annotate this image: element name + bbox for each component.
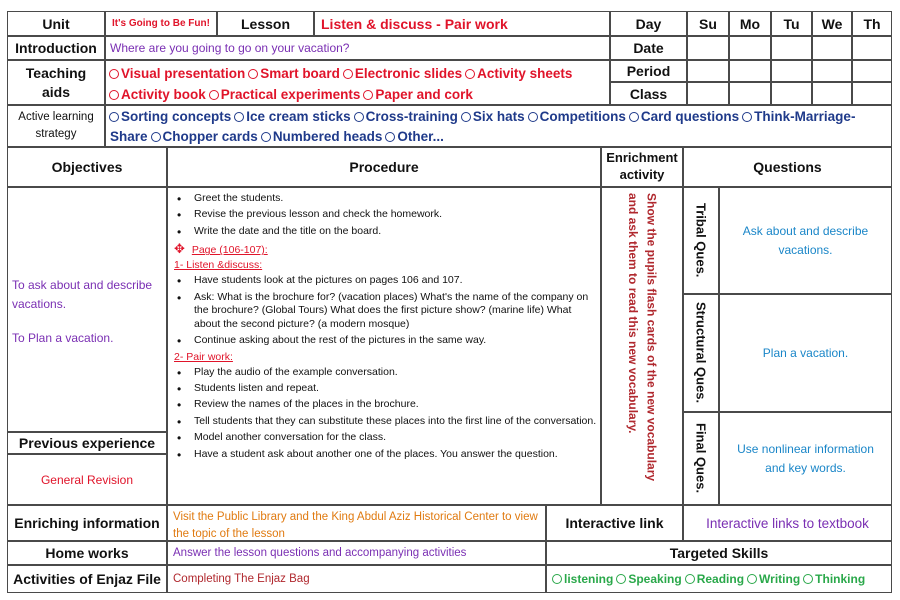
teaching-aids-label bbox=[7, 60, 105, 105]
strategy-option[interactable]: Chopper cards bbox=[148, 129, 258, 144]
aid-option[interactable]: Paper and cork bbox=[360, 87, 473, 102]
date-su bbox=[687, 36, 729, 60]
introduction-label: Introduction bbox=[7, 36, 105, 60]
day-su: Su bbox=[687, 11, 729, 36]
enrichment-header-line2: activity bbox=[619, 167, 665, 182]
radio-circle-icon bbox=[109, 69, 119, 79]
section2-heading: 2- Pair work: bbox=[174, 350, 233, 363]
skill-option[interactable]: listening bbox=[549, 572, 613, 586]
tribal-ques-label: Tribal Ques. bbox=[693, 203, 709, 278]
radio-circle-icon bbox=[248, 69, 258, 79]
skill-option[interactable]: Writing bbox=[744, 572, 800, 586]
radio-circle-icon bbox=[363, 90, 373, 100]
day-we: We bbox=[812, 11, 852, 36]
objective-2: To Plan a vacation. bbox=[12, 331, 114, 346]
day-mo: Mo bbox=[729, 11, 771, 36]
radio-circle-icon bbox=[747, 574, 757, 584]
procedure-item: • Tell students that they can substitute these places into the first line of the conversation. bbox=[168, 415, 598, 428]
procedure-item: • Students listen and repeat. bbox=[168, 382, 598, 395]
structural-ques-label: Structural Ques. bbox=[693, 302, 709, 404]
strategy-share-text: Share bbox=[110, 129, 148, 144]
procedure-item: • Review the names of the places in the brochure. bbox=[168, 398, 598, 411]
radio-circle-icon bbox=[354, 112, 364, 122]
structural-ques-label-cell bbox=[683, 294, 719, 412]
objective-1: To ask about and describe vacations. bbox=[12, 278, 153, 311]
radio-circle-icon bbox=[109, 90, 119, 100]
class-tu bbox=[771, 82, 812, 105]
aid-option[interactable]: Activity sheets bbox=[462, 66, 572, 81]
radio-circle-icon bbox=[616, 574, 626, 584]
targeted-skills-label: Targeted Skills bbox=[546, 541, 892, 565]
strategy-option[interactable]: Cross-training bbox=[351, 109, 458, 124]
procedure-item: • Have a student ask about another one of the places. You answer the question. bbox=[168, 448, 598, 461]
radio-circle-icon bbox=[261, 132, 271, 142]
procedure-item: • Play the audio of the example conversation. bbox=[168, 366, 598, 379]
procedure-item: • Greet the students. bbox=[168, 192, 598, 205]
lesson-label: Lesson bbox=[217, 11, 314, 36]
enriching-information-label: Enriching information bbox=[7, 505, 167, 541]
radio-circle-icon bbox=[385, 132, 395, 142]
aid-option[interactable]: Smart board bbox=[245, 66, 340, 81]
procedure-header: Procedure bbox=[167, 147, 601, 187]
section1-heading: 1- Listen &discuss: bbox=[174, 259, 263, 272]
strategy-option[interactable]: Think-Marriage- bbox=[739, 109, 855, 124]
aid-option[interactable]: Electronic slides bbox=[340, 66, 462, 81]
radio-circle-icon bbox=[209, 90, 219, 100]
radio-circle-icon bbox=[109, 112, 119, 122]
radio-circle-icon bbox=[685, 574, 695, 584]
introduction-text: Where are you going to go on your vacation? bbox=[105, 36, 610, 60]
radio-circle-icon bbox=[629, 112, 639, 122]
teaching-aids-options bbox=[105, 60, 610, 105]
active-learning-label-line2: strategy bbox=[35, 128, 77, 140]
period-su bbox=[687, 60, 729, 82]
radio-circle-icon bbox=[465, 69, 475, 79]
class-su bbox=[687, 82, 729, 105]
strategy-option[interactable]: Six hats bbox=[458, 109, 525, 124]
strategy-option[interactable]: Numbered heads bbox=[258, 129, 383, 144]
final-ques-label-cell bbox=[683, 412, 719, 505]
skill-option[interactable]: Thinking bbox=[800, 572, 865, 586]
period-tu bbox=[771, 60, 812, 82]
section1-list bbox=[168, 274, 598, 347]
procedure-item: • Revise the previous lesson and check the homework. bbox=[168, 208, 598, 221]
class-th bbox=[852, 82, 892, 105]
aid-option[interactable]: Practical experiments bbox=[206, 87, 361, 102]
final-ques-text: Use nonlinear information and key words. bbox=[719, 412, 892, 505]
aid-option[interactable]: Activity book bbox=[106, 87, 206, 102]
radio-circle-icon bbox=[528, 112, 538, 122]
procedure-item: • Have students look at the pictures on pages 106 and 107. bbox=[168, 274, 598, 287]
home-works-label: Home works bbox=[7, 541, 167, 565]
enjaz-label: Activities of Enjaz File bbox=[7, 565, 167, 593]
teaching-aids-row2 bbox=[106, 84, 609, 105]
class-we bbox=[812, 82, 852, 105]
procedure-content bbox=[167, 187, 601, 505]
flower-icon: ✥ bbox=[174, 241, 185, 257]
date-th bbox=[852, 36, 892, 60]
strategy-option[interactable]: Competitions bbox=[525, 109, 626, 124]
tribal-ques-label-cell bbox=[683, 187, 719, 294]
skill-option[interactable]: Speaking bbox=[613, 572, 681, 586]
enrichment-content bbox=[601, 187, 683, 505]
radio-circle-icon bbox=[234, 112, 244, 122]
enrichment-header bbox=[601, 147, 683, 187]
lesson-plan-sheet bbox=[7, 11, 892, 593]
final-ques-label: Final Ques. bbox=[693, 423, 709, 494]
radio-circle-icon bbox=[151, 132, 161, 142]
class-label: Class bbox=[610, 82, 687, 105]
period-label: Period bbox=[610, 60, 687, 82]
active-learning-label-line1: Active learning bbox=[18, 110, 94, 123]
objectives-content bbox=[7, 187, 167, 432]
day-th: Th bbox=[852, 11, 892, 36]
teaching-aids-label-line1: Teaching bbox=[25, 65, 87, 82]
active-learning-row1 bbox=[106, 107, 891, 127]
active-learning-row2 bbox=[106, 127, 891, 147]
unit-label: Unit bbox=[7, 11, 105, 36]
teaching-aids-row1 bbox=[106, 63, 609, 84]
page-heading bbox=[168, 241, 598, 257]
procedure-item: • Ask: What is the brochure for? (vacation places) What's the name of the company on the brochure? (Global Tours) What does the first picture show? (marine life) What about the second picture? (a modern mosque) bbox=[168, 291, 598, 331]
day-tu: Tu bbox=[771, 11, 812, 36]
radio-circle-icon bbox=[343, 69, 353, 79]
interactive-link-value[interactable]: Interactive links to textbook bbox=[683, 505, 892, 541]
strategy-option[interactable]: Card questions bbox=[626, 109, 739, 124]
questions-header: Questions bbox=[683, 147, 892, 187]
previous-experience-value: General Revision bbox=[7, 454, 167, 505]
page-heading-text: Page (106-107): bbox=[191, 244, 268, 257]
class-mo bbox=[729, 82, 771, 105]
enjaz-text: Completing The Enjaz Bag bbox=[167, 565, 546, 593]
strategy-option[interactable]: Other... bbox=[382, 129, 444, 144]
objectives-header: Objectives bbox=[7, 147, 167, 187]
period-mo bbox=[729, 60, 771, 82]
tribal-ques-text: Ask about and describe vacations. bbox=[719, 187, 892, 294]
structural-ques-text: Plan a vacation. bbox=[719, 294, 892, 412]
previous-experience-label: Previous experience bbox=[7, 432, 167, 454]
date-tu bbox=[771, 36, 812, 60]
unit-value: It's Going to Be Fun! bbox=[105, 11, 217, 36]
active-learning-label bbox=[7, 105, 105, 147]
enrichment-text: Show the pupils flash cards of the new vocabulary and ask them to read this new vocabulary. bbox=[626, 193, 659, 482]
procedure-item: • Continue asking about the rest of the pictures in the same way. bbox=[168, 334, 598, 347]
radio-circle-icon bbox=[803, 574, 813, 584]
section2-list bbox=[168, 366, 598, 462]
strategy-option[interactable]: Sorting concepts bbox=[106, 109, 231, 124]
aid-option[interactable]: Visual presentation bbox=[106, 66, 245, 81]
radio-circle-icon bbox=[461, 112, 471, 122]
enriching-information-text: Visit the Public Library and the King Abdul Aziz Historical Center to view the topic of the lesson bbox=[167, 505, 546, 541]
radio-circle-icon bbox=[552, 574, 562, 584]
period-th bbox=[852, 60, 892, 82]
procedure-item: • Write the date and the title on the board. bbox=[168, 225, 598, 238]
date-label: Date bbox=[610, 36, 687, 60]
lesson-value: Listen & discuss - Pair work bbox=[314, 11, 610, 36]
enrichment-header-line1: Enrichment bbox=[606, 150, 678, 166]
procedure-item: • Model another conversation for the class. bbox=[168, 431, 598, 444]
teaching-aids-label-line2: aids bbox=[41, 83, 70, 100]
home-works-text: Answer the lesson questions and accompanying activities bbox=[167, 541, 546, 565]
strategy-option[interactable]: Ice cream sticks bbox=[231, 109, 350, 124]
date-we bbox=[812, 36, 852, 60]
period-we bbox=[812, 60, 852, 82]
radio-circle-icon bbox=[742, 112, 752, 122]
date-mo bbox=[729, 36, 771, 60]
interactive-link-label: Interactive link bbox=[546, 505, 683, 541]
skill-option[interactable]: Reading bbox=[682, 572, 744, 586]
active-learning-options bbox=[105, 105, 892, 147]
targeted-skills-options bbox=[546, 565, 892, 593]
day-label: Day bbox=[610, 11, 687, 36]
procedure-intro-list bbox=[168, 192, 598, 238]
